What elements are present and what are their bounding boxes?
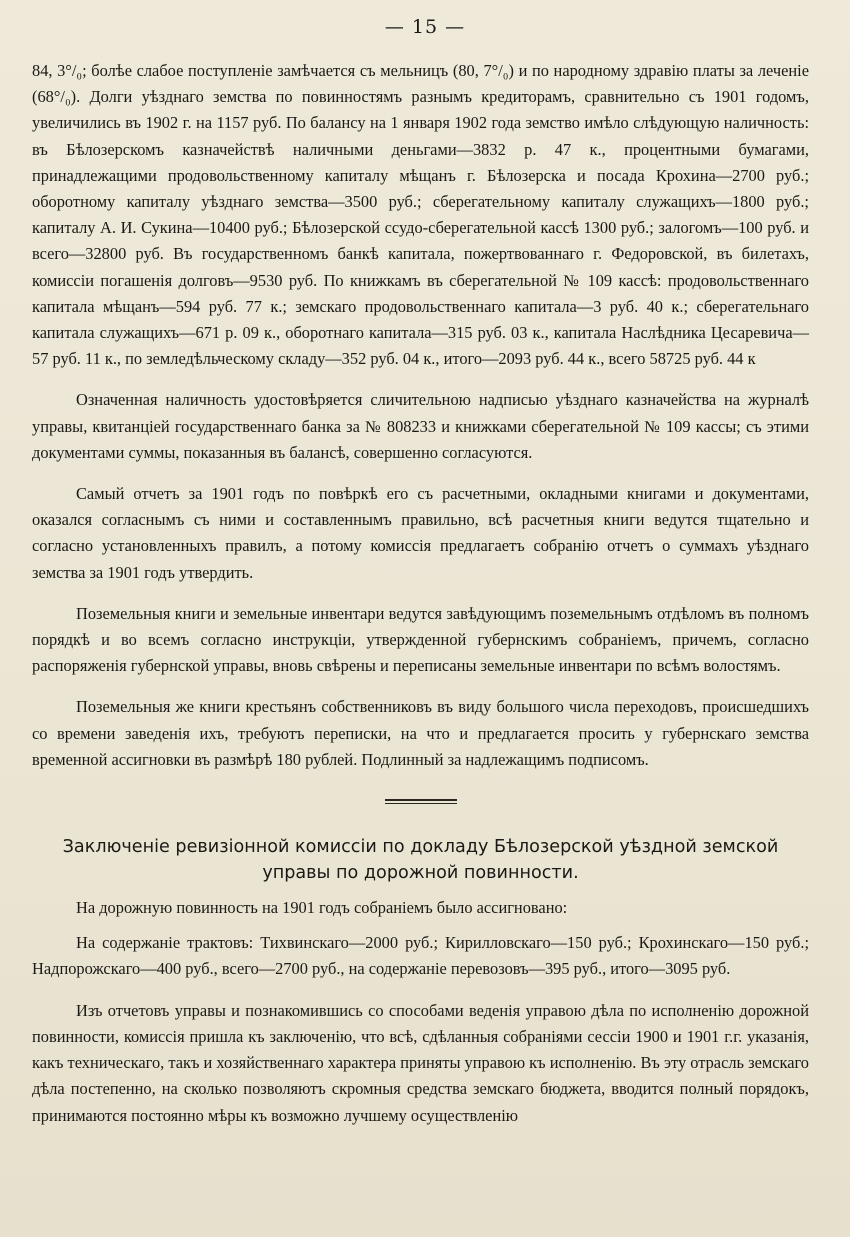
section-heading: Заключеніе ревизіонной комиссіи по докладу Бѣлозерской уѣздной земской управы по дорожной повинности. [62,837,779,884]
section-divider [385,799,457,804]
paragraph-peasant-books: Поземельныя же книги крестьянъ собственниковъ въ виду большого числа переходовъ, происшедшихъ со времени заведенія ихъ, требуютъ переписки, на что и предлагается просить у губернскаго земства временной ассигновки въ размѣрѣ 180 рублей. Подлинный за надлежащимъ подписомъ. [32,697,809,769]
document-body [32,58,809,1129]
page-number: — 15 — [384,16,466,38]
paragraph-report-approval: Самый отчетъ за 1901 годъ по повѣркѣ его съ расчетными, окладными книгами и документами, оказался согласнымъ съ ними и составленнымъ правильно, всѣ расчетныя книги ведутся тщательно и согласно установленныхъ правилъ, а потому комиссія предлагаетъ собранію отчетъ о суммахъ уѣзднаго земства за 1901 годъ утвердить. [32,484,809,582]
paragraph-road-intro: На дорожную повинность на 1901 годъ собраніемъ было ассигновано: [76,898,568,918]
paragraph-verification: Означенная наличность удостовѣряется сличительною надписью уѣзднаго казначейства на журналѣ управы, квитанціей государственнаго банка за № 808233 и книжками сберегательной № 109 кассы; съ этими документами суммы, показанныя въ балансѣ, совершенно согласуются. [32,390,809,462]
paragraph-road-allocation: На содержаніе трактовъ: Тихвинскаго—2000 руб.; Кирилловскаго—150 руб.; Крохинскаго—150 руб.; Надпорожскаго—400 руб., всего—2700 руб., на содержаніе перевозовъ—395 руб., итого—3095 руб. [32,933,809,979]
paragraph-land-books: Поземельныя книги и земельные инвентари ведутся завѣдующимъ поземельнымъ отдѣломъ въ полномъ порядкѣ и во всемъ согласно инструкціи, утвержденной губернскимъ собраніемъ, причемъ, согласно распоряженія губернской управы, вновь свѣрены и переписаны земельные инвентари по всѣмъ волостямъ. [32,603,809,676]
paragraph-road-conclusion: Изъ отчетовъ управы и познакомившись со способами веденія управою дѣла по исполненію дорожной повинности, комиссія пришла къ заключенію, что всѣ, сдѣланныя собраніями сессіи 1900 и 1901 г.г. указанія, какъ техническаго, такъ и хозяйственнаго характера приняты управою къ исполненію. Въ эту отрасль земскаго дѣла постепенно, на сколько позволяютъ скромныя средства земскаго бюджета, вводится полный порядокъ, принимаются постоянно мѣры къ возможно лучшему осуществленію [32,1000,810,1125]
paragraph-balance: 84, 3°/₀; болѣе слабое поступленіе замѣчается съ мельницъ (80, 7°/₀) и по народному здравію платы за леченіе (68°/₀). Долги уѣзднаго земства по повинностямъ разнымъ кредиторамъ, сравнительно съ 1901 годомъ, увеличились въ 1902 г. на 1157 руб. По балансу на 1 января 1902 года земство имѣло слѣдующую наличность: въ Бѣлозерскомъ казначействѣ наличными деньгами—3832 р. 47 к., процентными бумагами, принадлежащими продовольственному капиталу мѣщанъ г. Бѣлозерска и посада Крохина—2700 руб.; оборотному капиталу уѣзднаго земства—3500 руб.; сберегательному капиталу служащихъ—1800 руб.; капиталу А. И. Сукина—10400 руб.; Бѣлозерской ссудо-сберегательной кассѣ 1300 руб.; залогомъ—100 руб. и всего—32800 руб. Въ государственномъ банкѣ капитала, пожертвованнаго г. Федоровской, въ билетахъ, комиссіи погашенія долговъ—9530 руб. По книжкамъ въ сберегательной № 109 кассѣ: продовольственнаго капитала мѣщанъ—594 руб. 77 к.; земскаго продовольственнаго капитала—3 руб. 40 к.; сберегательнаго капитала служащихъ—671 р. 09 к., оборотнаго капитала—315 руб. 03 к., капитала Наслѣдника Цесаревича—57 руб. 11 к., по земледѣльческому складу—352 руб. 04 к., итого—2093 руб. 44 к., всего 58725 руб. 44 к [32,61,809,369]
